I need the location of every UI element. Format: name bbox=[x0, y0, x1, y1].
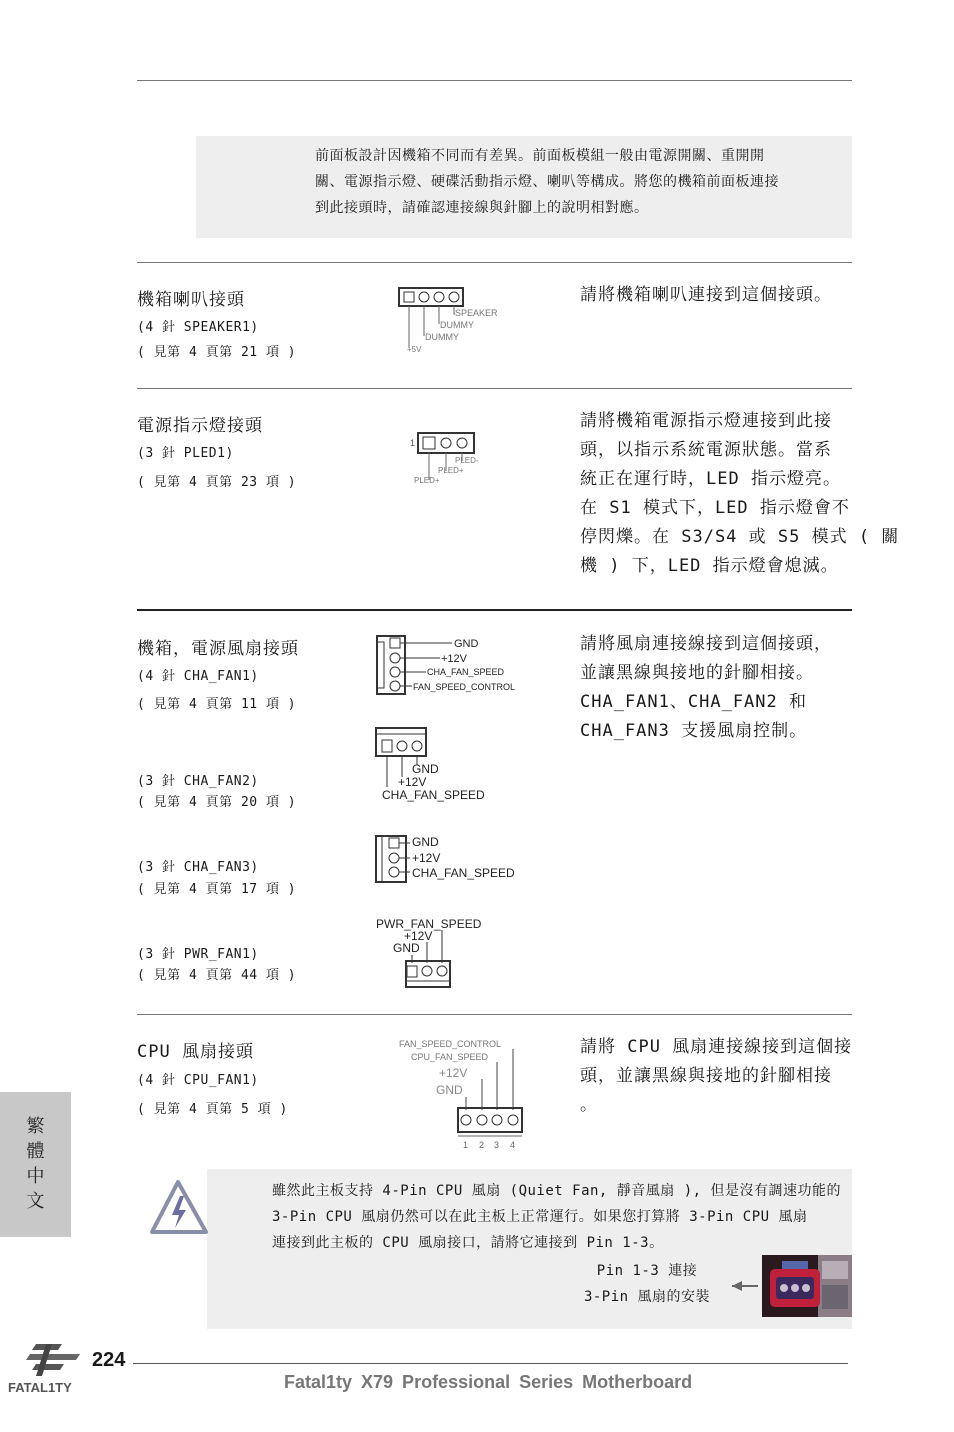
cha-fan3-label-12v: +12V bbox=[412, 851, 441, 865]
speaker-title: 機箱喇叭接頭 bbox=[137, 290, 245, 310]
cpu-fan-pins: (4 針 CPU_FAN1) bbox=[137, 1073, 259, 1088]
arrow-left-icon bbox=[730, 1278, 760, 1294]
cpu-fan-desc bbox=[580, 1033, 852, 1120]
cpu-fan-pin-number: 1 bbox=[463, 1140, 469, 1150]
pwr-fan-label-12v: +12V bbox=[404, 929, 433, 943]
page-number: 224 bbox=[92, 1349, 126, 1371]
pwr-fan-pins: (3 針 PWR_FAN1) bbox=[137, 947, 259, 962]
power-led-desc-line: 在 S1 模式下，LED 指示燈會不 bbox=[580, 498, 850, 518]
cha-fan2-label-gnd: GND bbox=[412, 762, 439, 776]
power-led-desc-line: 機 ) 下，LED 指示燈會熄滅。 bbox=[580, 556, 839, 576]
chassis-fan-desc-line: 請將風扇連接線接到這個接頭， bbox=[580, 634, 832, 654]
power-led-desc-line: 請將機箱電源指示燈連接到此接 bbox=[580, 411, 832, 431]
pwr-fan-label-speed: PWR_FAN_SPEED bbox=[376, 917, 482, 931]
section-divider bbox=[137, 388, 852, 389]
cha-fan3-header-diagram bbox=[374, 834, 524, 884]
cha-fan1-label-gnd: GND bbox=[454, 638, 479, 650]
cpu-fan-desc-line: 頭，並讓黑線與接地的針腳相接 bbox=[580, 1066, 832, 1086]
speaker-label-speaker: SPEAKER bbox=[455, 308, 498, 318]
language-side-tab bbox=[0, 1092, 71, 1237]
cha-fan1-ref: ( 見第 4 頁第 11 項 ) bbox=[137, 697, 297, 712]
cha-fan2-ref: ( 見第 4 頁第 20 項 ) bbox=[137, 795, 297, 810]
pwr-fan-header-diagram bbox=[374, 915, 504, 991]
chassis-fan-desc-line: CHA_FAN3 支援風扇控制。 bbox=[580, 721, 808, 741]
speaker-header-diagram bbox=[395, 284, 515, 356]
speaker-label-dummy: DUMMY bbox=[440, 320, 474, 330]
speaker-desc bbox=[580, 281, 832, 310]
power-led-desc-line: 停閃爍。在 S3/S4 或 S5 模式 ( 關 bbox=[580, 527, 900, 547]
warning-note-line: 3-Pin CPU 風扇仍然可以在此主板上正常運行。如果您打算將 3-Pin CPU 風扇 bbox=[272, 1209, 808, 1225]
chassis-fan-title: 機箱，電源風扇接頭 bbox=[137, 639, 299, 659]
cha-fan3-ref: ( 見第 4 頁第 17 項 ) bbox=[137, 882, 297, 897]
warning-caption bbox=[582, 1258, 712, 1310]
chassis-fan-desc-line: CHA_FAN1、CHA_FAN2 和 bbox=[580, 692, 807, 712]
top-rule bbox=[137, 80, 852, 81]
logo-text: FATAL1TY bbox=[8, 1380, 72, 1395]
cha-fan2-pins: (3 針 CHA_FAN2) bbox=[137, 774, 259, 789]
power-led-desc-line: 統正在運行時，LED 指示燈亮。 bbox=[580, 469, 841, 489]
cha-fan1-pins: (4 針 CHA_FAN1) bbox=[137, 669, 259, 684]
chassis-fan-desc-line: 並讓黑線與接地的針腳相接。 bbox=[580, 663, 814, 683]
intro-note-line: 關、電源指示燈、硬碟活動指示燈、喇叭等構成。將您的機箱前面板連接 bbox=[315, 174, 779, 190]
cha-fan1-header-diagram bbox=[374, 634, 524, 696]
cpu-fan-header-diagram bbox=[396, 1036, 530, 1154]
section-divider bbox=[137, 1014, 852, 1015]
warning-note-text bbox=[272, 1178, 841, 1256]
cpu-fan-label-12v: +12V bbox=[439, 1066, 468, 1080]
cha-fan2-header-diagram bbox=[374, 726, 504, 802]
speaker-ref: ( 見第 4 頁第 21 項 ) bbox=[137, 345, 297, 360]
footer-title: Fatal1ty X79 Professional Series Motherboard bbox=[284, 1372, 693, 1392]
power-led-pin1-label: 1 bbox=[410, 438, 416, 448]
power-led-pins: (3 針 PLED1) bbox=[137, 446, 234, 461]
cpu-fan-desc-line: 。 bbox=[580, 1095, 598, 1115]
cha-fan3-label-speed: CHA_FAN_SPEED bbox=[412, 866, 515, 880]
cha-fan1-label-control: FAN_SPEED_CONTROL bbox=[413, 682, 516, 692]
cha-fan3-pins: (3 針 CHA_FAN3) bbox=[137, 860, 259, 875]
power-led-desc-line: 頭，以指示系統電源狀態。當系 bbox=[580, 440, 832, 460]
cha-fan1-label-speed: CHA_FAN_SPEED bbox=[427, 667, 505, 677]
cpu-fan-label-gnd: GND bbox=[436, 1083, 463, 1097]
cpu-fan-label-control: FAN_SPEED_CONTROL bbox=[399, 1039, 502, 1049]
warning-caption-line: 3-Pin 風扇的安裝 bbox=[583, 1289, 711, 1305]
cha-fan2-label-12v: +12V bbox=[398, 775, 427, 789]
section-divider bbox=[137, 609, 852, 611]
speaker-pins: (4 針 SPEAKER1) bbox=[137, 320, 259, 335]
cha-fan3-label-gnd: GND bbox=[412, 835, 439, 849]
cpu-fan-label-speed: CPU_FAN_SPEED bbox=[411, 1052, 489, 1062]
intro-note-line: 到此接頭時，請確認連接線與針腳上的說明相對應。 bbox=[315, 200, 649, 216]
side-tab-char: 中 bbox=[26, 1166, 45, 1187]
power-led-label-plus: PLED+ bbox=[414, 476, 440, 485]
section-divider bbox=[137, 262, 852, 263]
cpu-fan-pin-number: 2 bbox=[479, 1140, 485, 1150]
cpu-fan-pin-number: 4 bbox=[510, 1140, 516, 1150]
power-led-title: 電源指示燈接頭 bbox=[137, 416, 263, 436]
cpu-fan-ref: ( 見第 4 頁第 5 項 ) bbox=[137, 1102, 288, 1117]
power-led-header-diagram bbox=[408, 430, 498, 486]
speaker-label-dummy: DUMMY bbox=[425, 332, 459, 342]
power-led-label-minus: PLED- bbox=[455, 456, 479, 465]
power-led-label-plus: PLED+ bbox=[438, 466, 464, 475]
cpu-fan-pin-number: 3 bbox=[494, 1140, 500, 1150]
fan-connector-photo bbox=[762, 1255, 852, 1317]
side-tab-char: 體 bbox=[26, 1141, 45, 1162]
power-led-desc bbox=[580, 407, 899, 581]
cha-fan1-label-12v: +12V bbox=[441, 653, 467, 665]
pwr-fan-label-gnd: GND bbox=[393, 941, 420, 955]
cha-fan2-label-speed: CHA_FAN_SPEED bbox=[382, 788, 485, 802]
warning-caption-line: Pin 1-3 連接 bbox=[596, 1263, 698, 1279]
chassis-fan-desc bbox=[580, 630, 832, 746]
speaker-label-5v: +5V bbox=[407, 345, 422, 354]
speaker-desc-line: 請將機箱喇叭連接到這個接頭。 bbox=[580, 285, 832, 305]
side-tab-char: 文 bbox=[26, 1191, 45, 1212]
footer-rule bbox=[133, 1363, 848, 1364]
side-tab-char: 繁 bbox=[26, 1116, 45, 1137]
fatal1ty-logo bbox=[6, 1340, 92, 1400]
intro-note-text bbox=[315, 143, 779, 221]
power-led-ref: ( 見第 4 頁第 23 項 ) bbox=[137, 475, 297, 490]
pwr-fan-ref: ( 見第 4 頁第 44 項 ) bbox=[137, 968, 297, 983]
intro-note-line: 前面板設計因機箱不同而有差異。前面板模組一般由電源開關、重開開 bbox=[315, 148, 765, 164]
warning-note-line: 雖然此主板支持 4-Pin CPU 風扇 (Quiet Fan, 靜音風扇 ), 但是沒有調速功能的 bbox=[272, 1183, 842, 1199]
cpu-fan-desc-line: 請將 CPU 風扇連接線接到這個接 bbox=[580, 1037, 853, 1057]
warning-note-line: 連接到此主板的 CPU 風扇接口，請將它連接到 Pin 1-3。 bbox=[272, 1235, 664, 1251]
cpu-fan-title: CPU 風扇接頭 bbox=[137, 1042, 254, 1062]
warning-lightning-icon bbox=[148, 1178, 210, 1238]
